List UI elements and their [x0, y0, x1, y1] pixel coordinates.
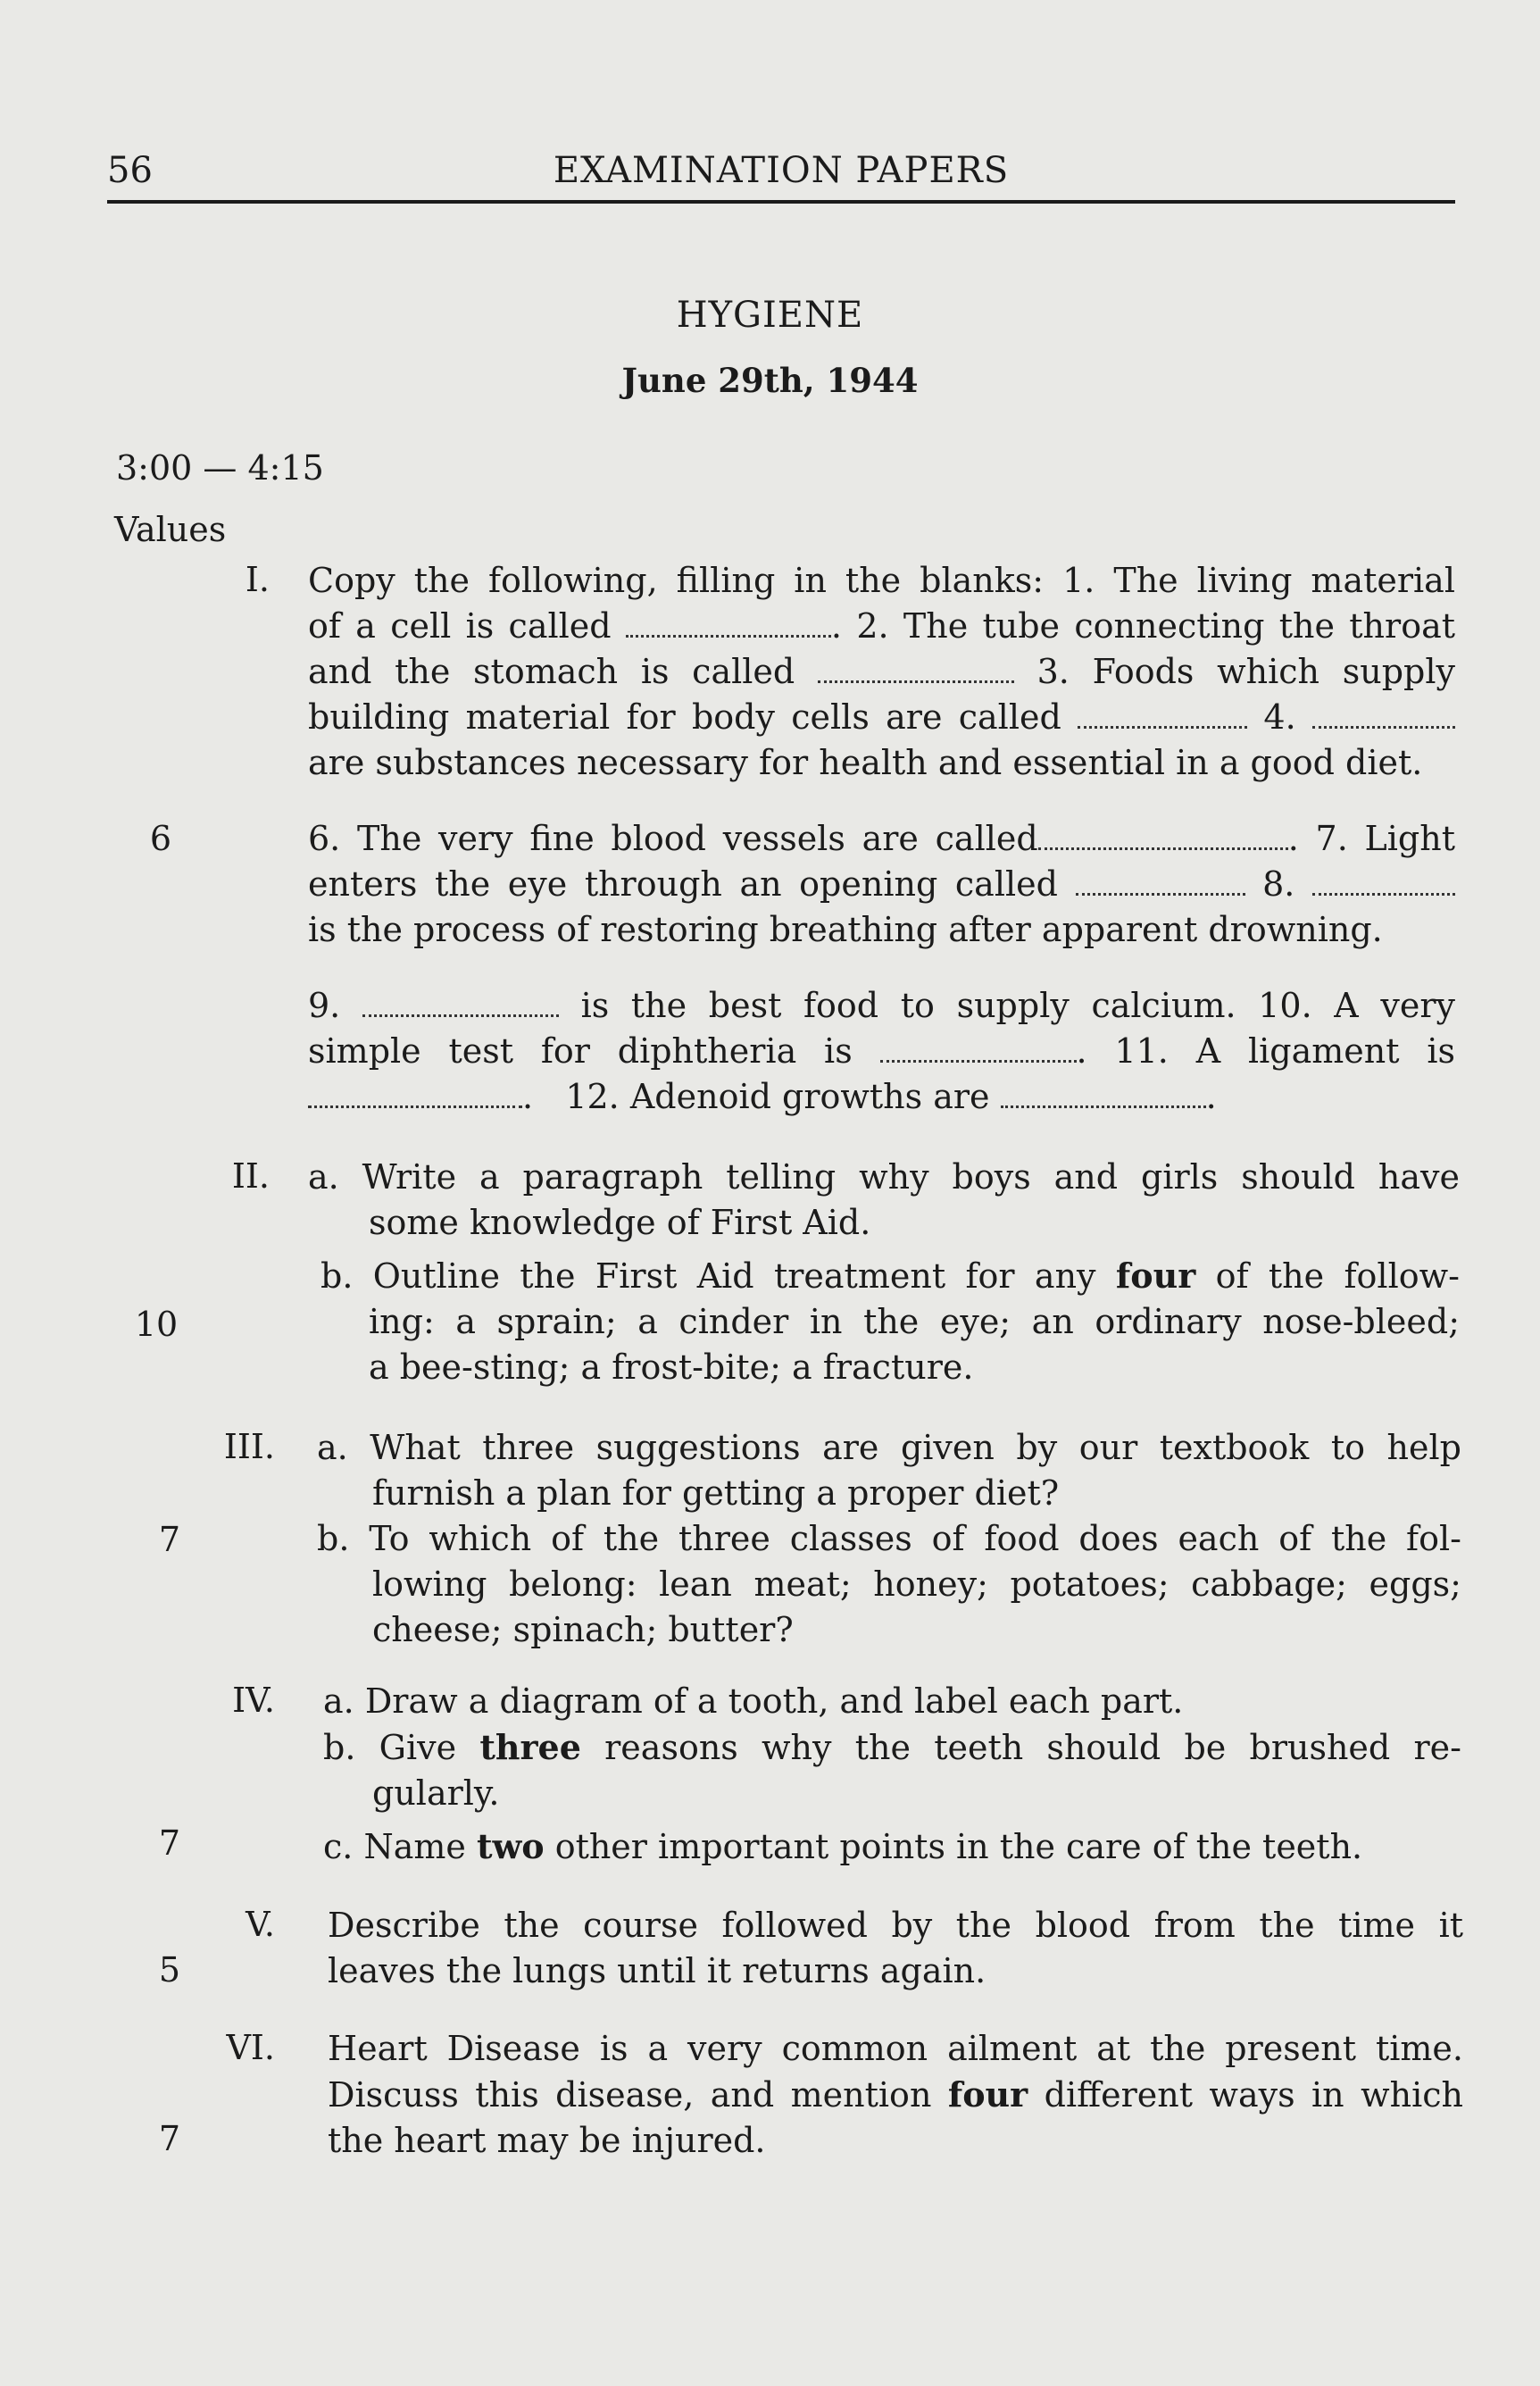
question-3-value: 7	[158, 1520, 181, 1559]
question-1-text	[308, 558, 1455, 1120]
question-1-numeral: I.	[245, 560, 270, 599]
q3-line: cheese; spinach; butter?	[372, 1610, 794, 1649]
running-head: EXAMINATION PAPERS	[553, 150, 1010, 191]
question-6-value: 7	[158, 2119, 181, 2158]
q1-line: are substances necessary for health and essential in a good diet.	[308, 743, 1423, 782]
exam-date: June 29th, 1944	[621, 361, 919, 400]
q3-line: b. To which of the three classes of food does each of the fol-	[317, 1519, 1461, 1558]
blank-line	[1078, 699, 1247, 729]
question-4-text	[323, 1679, 1461, 1870]
blank-line	[1038, 821, 1288, 850]
question-1-value: 6	[149, 819, 172, 858]
q1-line: . 12. Adenoid growths are .	[308, 1074, 1455, 1120]
q2-line: b. Outline the First Aid treatment for any four of the follow-	[320, 1256, 1460, 1296]
q2-line: a. Write a paragraph telling why boys and girls should have	[308, 1157, 1460, 1197]
page-number: 56	[107, 150, 153, 191]
q3-line: a. What three suggestions are given by our textbook to help	[317, 1428, 1461, 1467]
blank-line	[1001, 1079, 1206, 1108]
q1-line: of a cell is called . 2. The tube connecting the throat	[308, 606, 1455, 646]
q1-line: enters the eye through an opening called 8.	[308, 862, 1455, 907]
question-4-numeral: IV.	[232, 1681, 275, 1720]
q2-line: ing: a sprain; a cinder in the eye; an ordinary nose-bleed;	[369, 1302, 1460, 1341]
q6-line: Discuss this disease, and mention four different ways in which	[328, 2074, 1463, 2115]
blank-line	[626, 608, 831, 638]
question-6-numeral: VI.	[226, 2028, 275, 2067]
question-2-numeral: II.	[231, 1156, 270, 1196]
blank-line	[308, 1079, 522, 1108]
exam-time: 3:00 — 4:15	[116, 448, 324, 488]
q1-line: and the stomach is called 3. Foods which supply	[308, 652, 1455, 691]
question-5-text	[328, 1903, 1463, 1994]
blank-line	[818, 654, 1014, 683]
question-2-value: 10	[134, 1305, 179, 1344]
blank-line	[1312, 699, 1455, 729]
q1-line: is the process of restoring breathing after apparent drowning.	[308, 910, 1383, 949]
q1-line: building material for body cells are called 4.	[308, 695, 1455, 740]
q2-line: a bee-sting; a frost-bite; a fracture.	[369, 1347, 974, 1387]
q2-line: some knowledge of First Aid.	[369, 1203, 871, 1242]
q3-line: furnish a plan for getting a proper diet?	[372, 1473, 1060, 1513]
question-5-value: 5	[158, 1950, 181, 1990]
q1-line: 6. The very fine blood vessels are called . 7. Light	[308, 819, 1455, 858]
q6-line: the heart may be injured.	[328, 2121, 766, 2160]
question-2-text	[308, 1155, 1460, 1390]
q5-line: Describe the course followed by the blood from the time it	[328, 1906, 1463, 1945]
question-6-text	[328, 2026, 1463, 2164]
blank-line	[880, 1033, 1077, 1063]
blank-line	[362, 988, 559, 1017]
question-4-value: 7	[158, 1823, 181, 1863]
q1-line: simple test for diphtheria is . 11. A ligament is	[308, 1031, 1455, 1071]
question-3-text	[317, 1425, 1461, 1653]
q5-line: leaves the lungs until it returns again.	[328, 1951, 986, 1990]
q1-line: Copy the following, filling in the blanks: 1. The living material	[308, 561, 1455, 600]
values-label: Values	[114, 510, 227, 549]
exam-title: HYGIENE	[676, 295, 864, 336]
blank-line	[1312, 866, 1455, 896]
question-5-numeral: V.	[246, 1905, 275, 1944]
q3-line: lowing belong: lean meat; honey; potatoes; cabbage; eggs;	[372, 1564, 1461, 1604]
question-3-numeral: III.	[223, 1427, 275, 1466]
q4-line: gularly.	[372, 1773, 500, 1813]
q4-line: a. Draw a diagram of a tooth, and label each part.	[323, 1681, 1184, 1721]
page-header	[107, 150, 1455, 204]
q4-line: b. Give three reasons why the teeth should be brushed re-	[323, 1727, 1461, 1767]
q4-line: c. Name two other important points in the care of the teeth.	[323, 1826, 1363, 1866]
blank-line	[1076, 866, 1245, 896]
q6-line: Heart Disease is a very common ailment at the present time.	[328, 2029, 1463, 2068]
q1-line: 9. is the best food to supply calcium. 10. A very	[308, 986, 1455, 1025]
